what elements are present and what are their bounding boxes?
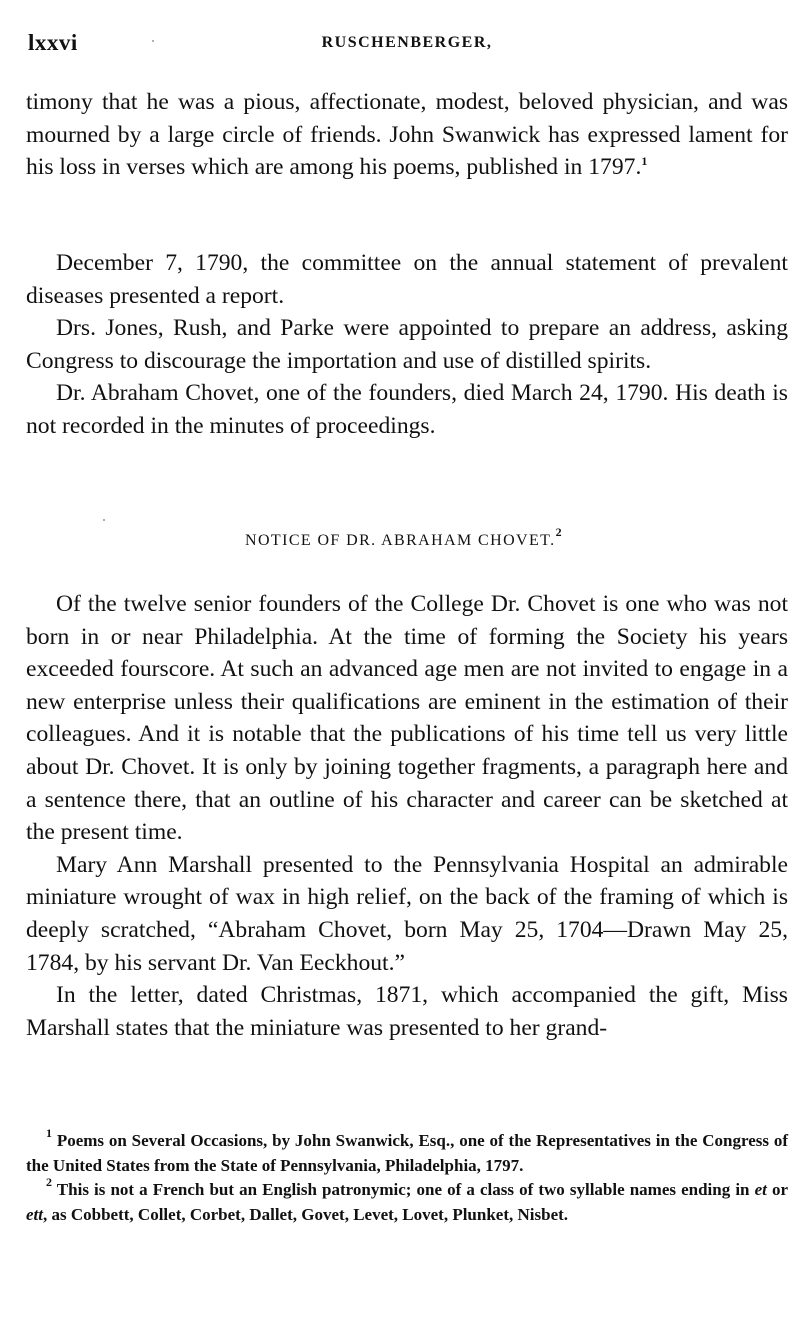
paragraph: Of the twelve senior founders of the College Dr. Chovet is one who was not born in or near Philadelphia. At the time of forming the Society his years exceeded fourscore. At such an advanced age men are not invited to engage in a new enterprise unless their qualifications are eminent in the estimation of their colleagues. And it is notable that the publications of his time tell us very little about Dr. Chovet. It is only by joining together fragments, a paragraph here and a sentence there, that an outline of his character and career can be sketched at the present time. (26, 591, 788, 846)
scan-speck (103, 519, 105, 521)
page-number: lxxvi (28, 30, 78, 55)
footnote-2: $^2$ This is not a French but an English patronymic; one of a class of two syllable names ending in et or ett, as Cobbett, Collet, Corbet, Dallet, Govet, Levet, Lovet, Plunket, Nisbet. (26, 1175, 789, 1224)
paragraph: Drs. Jones, Rush, and Parke were appointed to prepare an address, asking Congress to discourage the importation and use of distilled spirits. (26, 315, 788, 374)
footnote-mark: 2 (46, 1175, 52, 1190)
paragraph: timony that he was a pious, affectionate, modest, beloved physician, and was mourned by a large circle of friends. John Swanwick has expressed lament for his loss in verses which are among his poems, published in 1797.$^1$ (26, 89, 788, 181)
page-header (28, 30, 786, 60)
notice-section (26, 588, 788, 1044)
section-heading: NOTICE OF DR. ABRAHAM CHOVET.$^2$ (245, 525, 563, 549)
paragraph: Mary Ann Marshall presented to the Pennsylvania Hospital an admirable miniature wrought of wax in high relief, on the back of the framing of which is deeply scratched, “Abraham Chovet, born May 25, 1704—Drawn May 25, 1784, by his servant Dr. Van Eeckhout.” (26, 851, 788, 976)
minutes-section (26, 247, 788, 443)
footnote-mark: 1 (46, 1126, 52, 1140)
running-head: RUSCHENBERGER, (321, 34, 493, 51)
scan-speck (152, 40, 154, 42)
footnote-1: $^1$ Poems on Several Occasions, by John Swanwick, Esq., one of the Representatives in the Congress of the United States from the State of Pennsylvania, Philadelphia, 1797. (26, 1126, 789, 1175)
paragraph: Dr. Abraham Chovet, one of the founders, died March 24, 1790. His death is not recorded in the minutes of proceedings. (26, 380, 788, 439)
paragraph: In the letter, dated Christmas, 1871, which accompanied the gift, Miss Marshall states that the miniature was presented to her grand- (26, 982, 788, 1041)
paragraph: December 7, 1790, the committee on the annual statement of prevalent diseases presented a report. (26, 250, 788, 309)
continued-paragraph (26, 86, 788, 184)
footnote-ref: 2 (555, 525, 563, 539)
footnotes (26, 1126, 789, 1227)
footnote-ref: 1 (641, 154, 648, 169)
